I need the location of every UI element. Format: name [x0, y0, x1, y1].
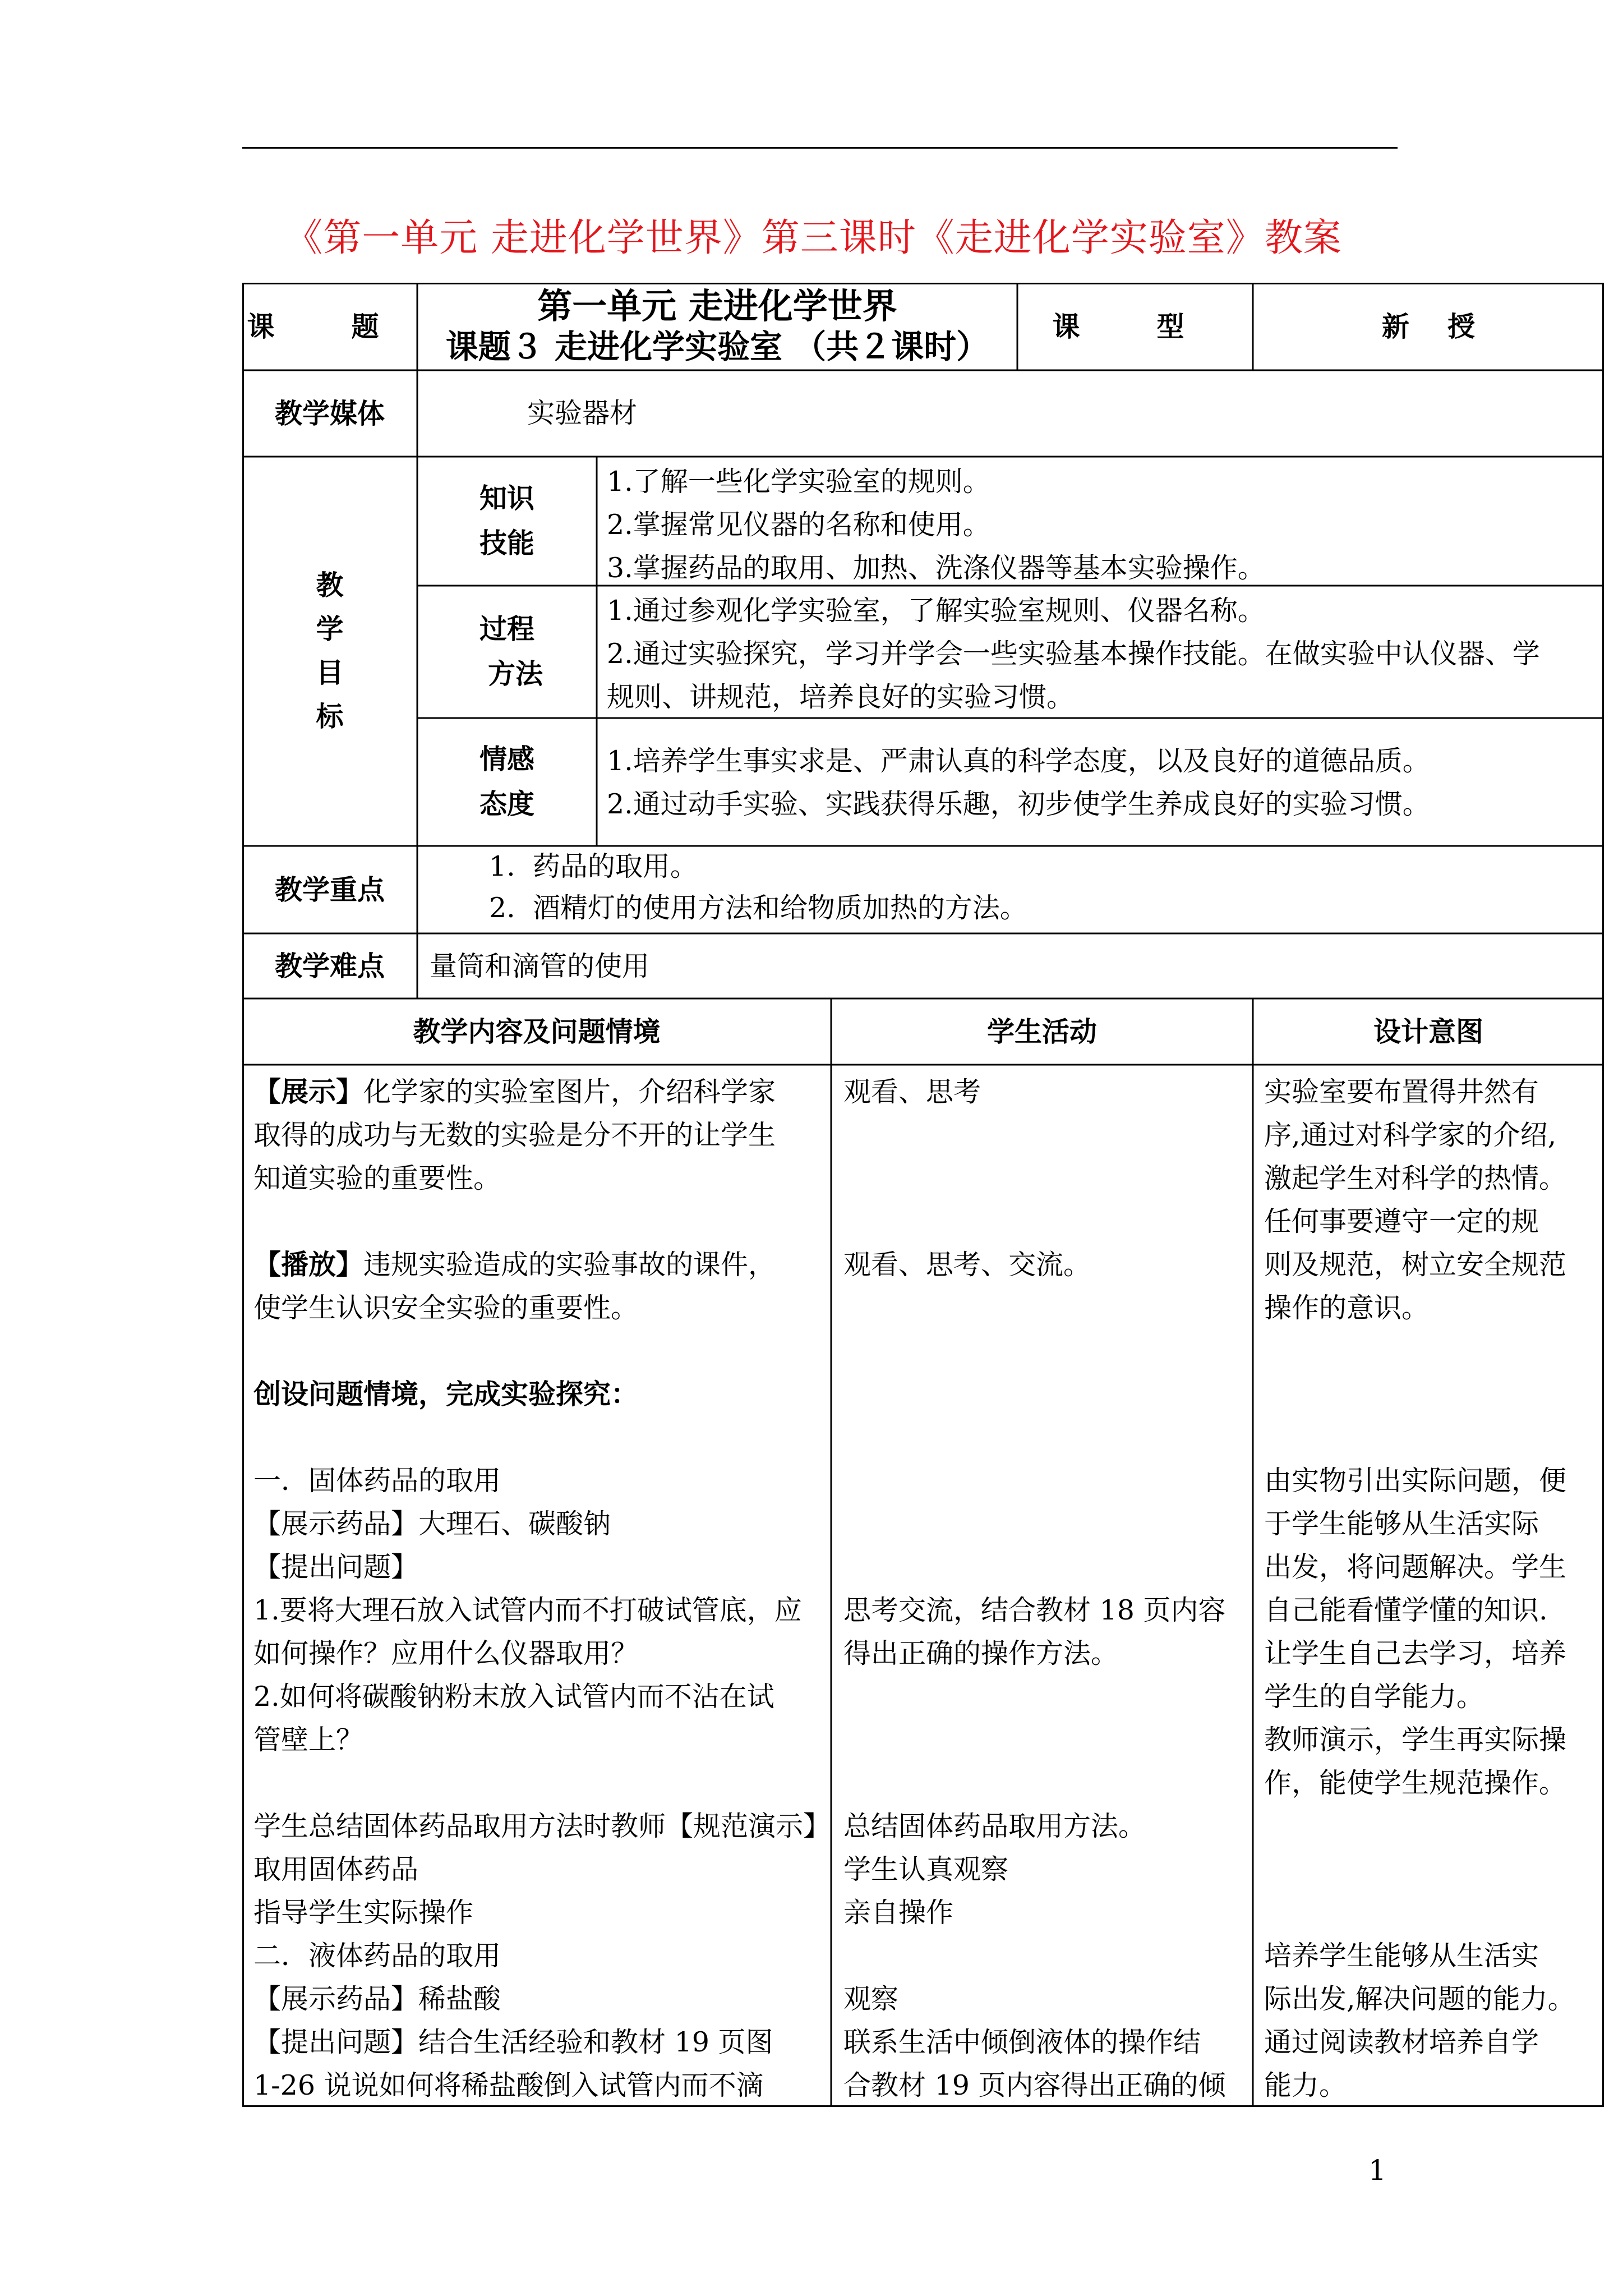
- page-number: 1: [1368, 2154, 1386, 2187]
- knowledge-label-line-2: 技能: [479, 527, 534, 559]
- process-item-1: 1.通过参观化学实验室，了解实验室规则、仪器名称。: [607, 595, 1265, 627]
- intent-3-line-2: 际出发,解决问题的能力。: [1264, 1983, 1575, 2015]
- content-liquid-show: 【展示药品】稀盐酸: [253, 1983, 501, 2015]
- header-rule: [242, 147, 1398, 149]
- knowledge-label: [417, 457, 597, 586]
- intent-2-line-4: 自己能看懂学懂的知识.: [1264, 1594, 1548, 1626]
- objectives-label-char-3: 目: [316, 657, 344, 689]
- content-play-line-2: 使学生认识安全实验的重要性。: [253, 1292, 639, 1324]
- content-question-1-line-1: 1.要将大理石放入试管内而不打破试管底，应: [253, 1594, 802, 1626]
- intent-3-line-3: 通过阅读教材培养自学: [1264, 2026, 1539, 2058]
- emotion-label-line-1: 情感: [479, 743, 534, 775]
- intent-1-line-2: 序,通过对科学家的介绍,: [1264, 1119, 1557, 1151]
- process-label-line-2: 方法: [487, 658, 543, 690]
- key-point-2: 2. 酒精灯的使用方法和给物质加热的方法。: [489, 892, 1027, 924]
- emotion-label-line-2: 态度: [479, 788, 534, 820]
- process-label: [417, 586, 597, 718]
- process-item-2: 2.通过实验探究，学习并学会一些实验基本操作技能。在做实验中认仪器、学: [607, 638, 1540, 670]
- content-column: [253, 1070, 831, 2107]
- content-question-2-line-2: 管壁上？: [253, 1724, 364, 1756]
- key-points-label: 教学重点: [274, 873, 385, 906]
- intent-2-line-1: 由实物引出实际问题，便: [1264, 1465, 1567, 1497]
- content-play-bracket: 】: [336, 1249, 364, 1281]
- content-section-liquid: 二．液体药品的取用: [253, 1940, 501, 1972]
- key-points-items: [489, 846, 1555, 929]
- lesson-plan-table: [242, 283, 1604, 2107]
- difficulties-label: 教学难点: [274, 950, 385, 982]
- activity-8-line-1: 联系生活中倾倒液体的操作结: [843, 2026, 1201, 2058]
- content-play-paragraph: 【播放】违规实验造成的实验事故的课件，: [253, 1249, 776, 1281]
- intent-1-line-3: 激起学生对科学的热情。: [1264, 1162, 1567, 1194]
- intent-2-line-6: 学生的自学能力。: [1264, 1681, 1484, 1713]
- emotion-item-1: 1.培养学生事实求是、严肃认真的科学态度，以及良好的道德品质。: [607, 745, 1430, 777]
- content-liquid-question-line-2: 1-26 说说如何将稀盐酸倒入试管内而不滴: [253, 2069, 764, 2101]
- content-summary-line-2: 取用固体药品: [253, 1853, 419, 1885]
- intent-1-line-6: 操作的意识。: [1264, 1292, 1430, 1324]
- emotion-label: [417, 718, 597, 846]
- knowledge-items: [607, 460, 1599, 590]
- content-summary-line-3: 指导学生实际操作: [253, 1897, 474, 1929]
- intent-2-line-3: 出发，将问题解决。学生: [1264, 1551, 1567, 1583]
- content-solid-question-keyword: 【提出问题】: [253, 1551, 419, 1583]
- intent-2-line-5: 让学生自己去学习，培养: [1264, 1637, 1567, 1669]
- topic-value: [417, 283, 1017, 370]
- activity-3-line-2: 得出正确的操作方法。: [843, 1637, 1119, 1669]
- topic-line-2: 课题３ 走进化学实验室 （共２课时）: [445, 328, 989, 366]
- activity-3-line-1: 思考交流，结合教材 18 页内容: [843, 1594, 1226, 1626]
- activity-1: 观看、思考: [843, 1076, 981, 1108]
- content-show-keyword: 【展示】: [253, 1076, 364, 1108]
- knowledge-label-line-1: 知识: [479, 482, 534, 514]
- intent-2-line-7: 教师演示，学生再实际操: [1264, 1724, 1567, 1756]
- intent-3-line-1: 培养学生能够从生活实: [1264, 1940, 1539, 1972]
- content-show-line-2: 取得的成功与无数的实验是分不开的让学生: [253, 1119, 776, 1151]
- intent-2-line-2: 于学生能够从生活实际: [1264, 1508, 1539, 1540]
- content-show-line-3: 知道实验的重要性。: [253, 1162, 501, 1194]
- knowledge-item-3: 3.掌握药品的取用、加热、洗涤仪器等基本实验操作。: [607, 552, 1265, 584]
- key-point-1: 1. 药品的取用。: [489, 850, 698, 882]
- intent-1-line-1: 实验室要布置得井然有: [1264, 1076, 1539, 1108]
- activity-5: 学生认真观察: [843, 1853, 1009, 1885]
- difficulties-value: 量筒和滴管的使用: [430, 950, 650, 982]
- column-header-intent: 设计意图: [1373, 1015, 1483, 1048]
- type-value: 新 授: [1381, 310, 1476, 343]
- process-item-3: 规则、讲规范，培养良好的实验习惯。: [607, 681, 1075, 713]
- content-inquiry-heading: 创设问题情境，完成实验探究：: [253, 1378, 639, 1410]
- content-question-1-line-2: 如何操作？应用什么仪器取用？: [253, 1637, 639, 1669]
- knowledge-item-2: 2.掌握常见仪器的名称和使用。: [607, 509, 990, 541]
- intent-column: [1264, 1070, 1601, 2107]
- content-liquid-question-line-1: 【提出问题】结合生活经验和教材 19 页图: [253, 2026, 773, 2058]
- process-items: [607, 589, 1599, 719]
- document-title: 《第一单元 走进化学世界》第三课时《走进化学实验室》教案: [284, 216, 1342, 260]
- activity-2: 观看、思考、交流。: [843, 1249, 1091, 1281]
- objectives-label-char-2: 学: [316, 613, 344, 645]
- intent-1-line-4: 任何事要遵守一定的规: [1264, 1205, 1539, 1237]
- content-solid-show: 【展示药品】大理石、碳酸钠: [253, 1508, 611, 1540]
- topic-label: 课 题: [247, 310, 413, 343]
- content-question-2-line-1: 2.如何将碳酸钠粉末放入试管内而不沾在试: [253, 1681, 774, 1713]
- activity-column: [843, 1070, 1247, 2107]
- topic-line-1: 第一单元 走进化学世界: [537, 286, 897, 326]
- column-header-activity: 学生活动: [986, 1015, 1097, 1048]
- process-label-line-1: 过程: [479, 613, 534, 645]
- activity-4: 总结固体药品取用方法。: [843, 1810, 1146, 1842]
- intent-2-line-8: 作，能使学生规范操作。: [1264, 1767, 1567, 1799]
- content-section-solid: 一．固体药品的取用: [253, 1465, 501, 1497]
- activity-6: 亲自操作: [843, 1897, 954, 1929]
- knowledge-item-1: 1.了解一些化学实验室的规则。: [607, 466, 990, 498]
- content-play-keyword: 【播放: [253, 1249, 336, 1281]
- objectives-label-char-1: 教: [316, 569, 344, 601]
- emotion-item-2: 2.通过动手实验、实践获得乐趣，初步使学生养成良好的实验习惯。: [607, 788, 1430, 820]
- media-label: 教学媒体: [274, 397, 385, 430]
- media-value: 实验器材: [527, 397, 638, 429]
- intent-1-line-5: 则及规范，树立安全规范: [1264, 1249, 1567, 1281]
- objectives-label: [242, 457, 417, 846]
- emotion-items: [607, 739, 1599, 826]
- column-header-content: 教学内容及问题情境: [413, 1015, 661, 1048]
- objectives-label-char-4: 标: [316, 701, 344, 733]
- intent-3-line-4: 能力。: [1264, 2069, 1347, 2101]
- type-label: 课 型: [1052, 310, 1218, 343]
- activity-7: 观察: [843, 1983, 899, 2015]
- content-summary-line-1: 学生总结固体药品取用方法时教师【规范演示】: [253, 1810, 831, 1842]
- content-show-paragraph: 【展示】化学家的实验室图片，介绍科学家: [253, 1076, 776, 1108]
- activity-8-line-2: 合教材 19 页内容得出正确的倾: [843, 2069, 1226, 2101]
